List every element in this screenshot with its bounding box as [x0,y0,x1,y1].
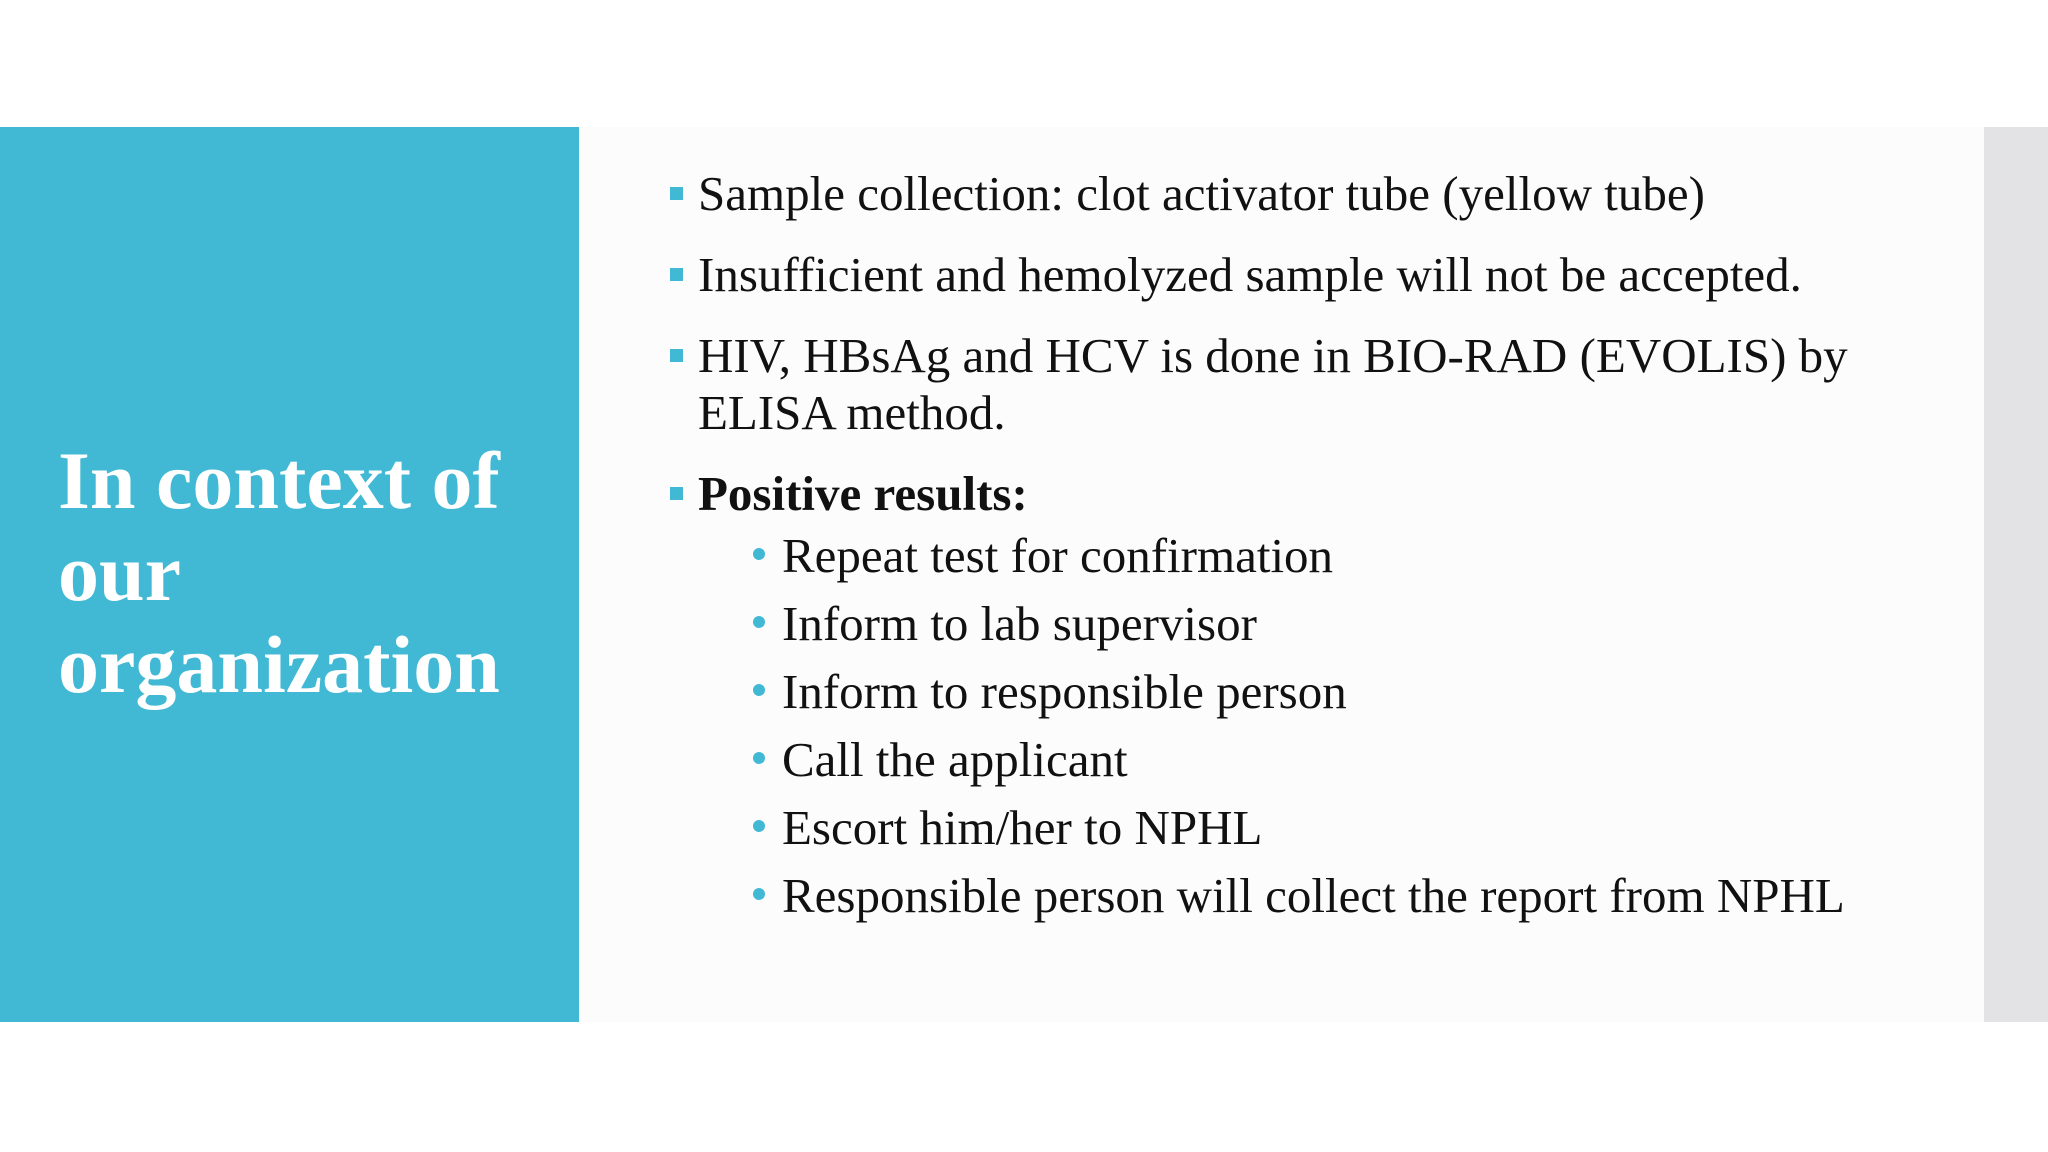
sub-bullet-item [782,527,1970,584]
sub-bullet-text: Inform to responsible person [782,664,1347,719]
round-bullet-icon [753,616,765,628]
round-bullet-icon [753,548,765,560]
square-bullet-icon [670,487,683,500]
sub-bullet-text: Escort him/her to NPHL [782,800,1263,855]
bullet-list [670,165,1970,948]
sub-bullet-item [782,731,1970,788]
round-bullet-icon [753,888,765,900]
bullet-item [670,165,1970,222]
sub-bullet-item [782,595,1970,652]
square-bullet-icon [670,349,683,362]
square-bullet-icon [670,268,683,281]
sub-bullet-text: Inform to lab supervisor [782,596,1257,651]
sub-bullet-item [782,867,1970,924]
round-bullet-icon [753,684,765,696]
bullet-item [670,465,1970,924]
sub-bullet-item [782,799,1970,856]
bullet-item [670,246,1970,303]
slide-edge-strip [1984,127,2048,1022]
bullet-text: Sample collection: clot activator tube (yellow tube) [698,166,1705,221]
sub-bullet-item [782,663,1970,720]
sub-bullet-list [698,527,1970,924]
round-bullet-icon [753,752,765,764]
bullet-text: HIV, HBsAg and HCV is done in BIO-RAD (EVOLIS) by ELISA method. [698,328,1848,440]
sub-bullet-text: Call the applicant [782,732,1128,787]
square-bullet-icon [670,187,683,200]
bullet-text-heading: Positive results: [698,466,1028,521]
bullet-item [670,327,1970,441]
round-bullet-icon [753,820,765,832]
sub-bullet-text: Repeat test for confirmation [782,528,1334,583]
slide-title: In context of our organization [58,435,500,710]
bullet-text: Insufficient and hemolyzed sample will not be accepted. [698,247,1802,302]
sub-bullet-text: Responsible person will collect the report from NPHL [782,868,1845,923]
